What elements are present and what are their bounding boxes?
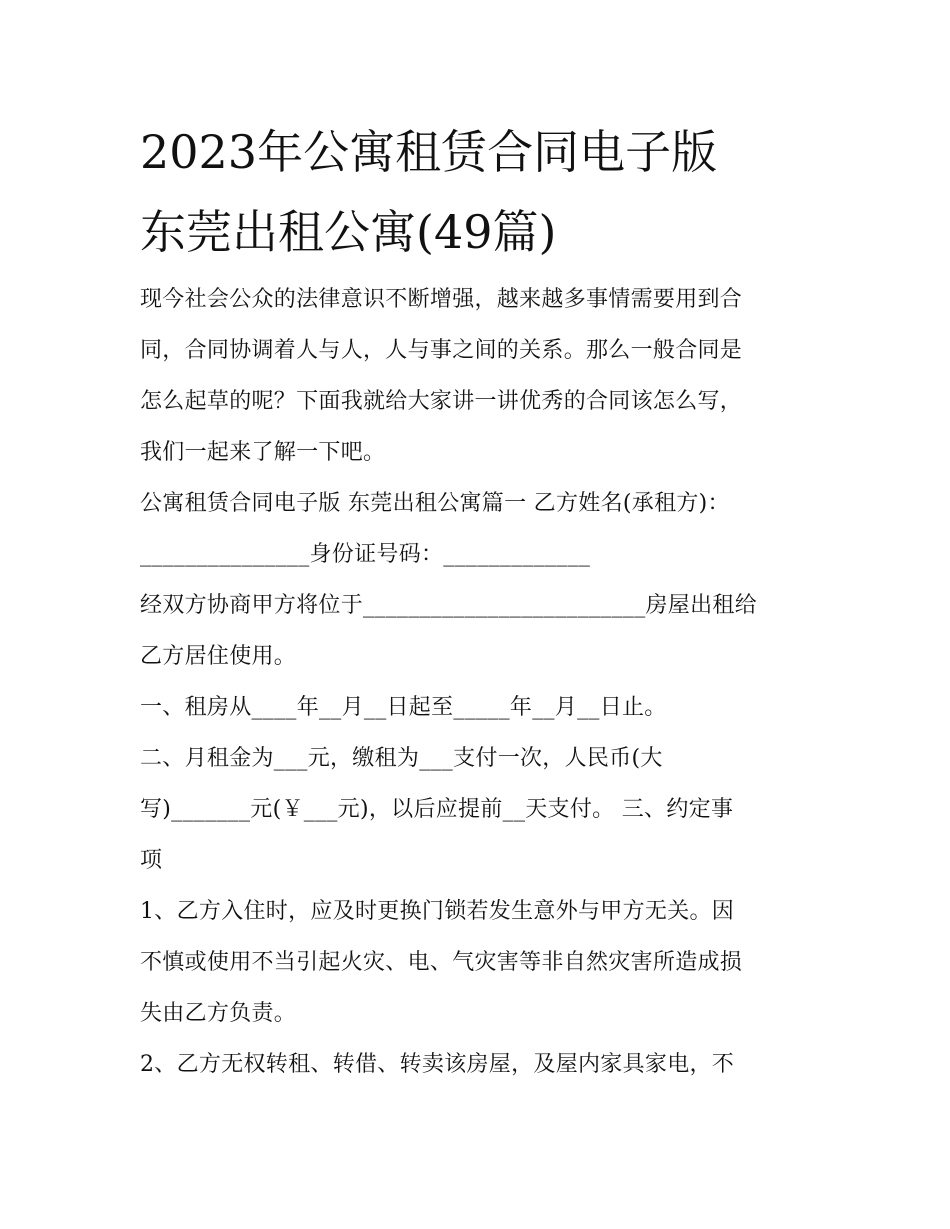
text-line: 写)_______元(￥___元)，以后应提前__天支付。 三、约定事 (140, 797, 734, 822)
term-paragraph (140, 682, 820, 733)
text-line: 二、月租金为___元，缴租为___支付一次，人民币(大 (140, 746, 663, 771)
title-line-1: 2023年公寓租赁合同电子版 (140, 125, 718, 179)
document-title (140, 112, 840, 272)
text-line: 2、乙方无权转租、转借、转卖该房屋，及屋内家具家电，不 (140, 1052, 735, 1077)
text-line: 乙方居住使用。 (140, 644, 297, 669)
text-line: 不慎或使用不当引起火灾、电、气灾害等非自然灾害所造成损 (140, 950, 743, 975)
intro-paragraph (140, 274, 820, 478)
property-paragraph (140, 580, 820, 682)
text-line: 公寓租赁合同电子版 东莞出租公寓篇一 乙方姓名(承租方)： (140, 491, 730, 516)
rent-paragraph (140, 733, 820, 886)
text-line: 经双方协商甲方将位于_________________________房屋出租给 (140, 593, 758, 618)
text-line: _______________身份证号码：_____________ (140, 542, 591, 567)
title-line-2: 东莞出租公寓(49篇) (140, 205, 557, 259)
text-line: 项 (140, 848, 163, 873)
text-line: 现今社会公众的法律意识不断增强，越来越多事情需要用到合 (140, 287, 743, 312)
text-line: 失由乙方负责。 (140, 1001, 297, 1026)
clause-1-paragraph (140, 886, 820, 1039)
document-body (140, 274, 820, 1090)
clause-2-paragraph (140, 1039, 820, 1090)
party-info-paragraph (140, 478, 820, 580)
text-line: 怎么起草的呢？下面我就给大家讲一讲优秀的合同该怎么写， (140, 389, 743, 414)
text-line: 同，合同协调着人与人，人与事之间的关系。那么一般合同是 (140, 338, 743, 363)
text-line: 一、租房从____年__月__日起至_____年__月__日止。 (140, 695, 667, 720)
text-line: 我们一起来了解一下吧。 (140, 440, 386, 465)
text-line: 1、乙方入住时，应及时更换门锁若发生意外与甲方无关。因 (140, 899, 735, 924)
